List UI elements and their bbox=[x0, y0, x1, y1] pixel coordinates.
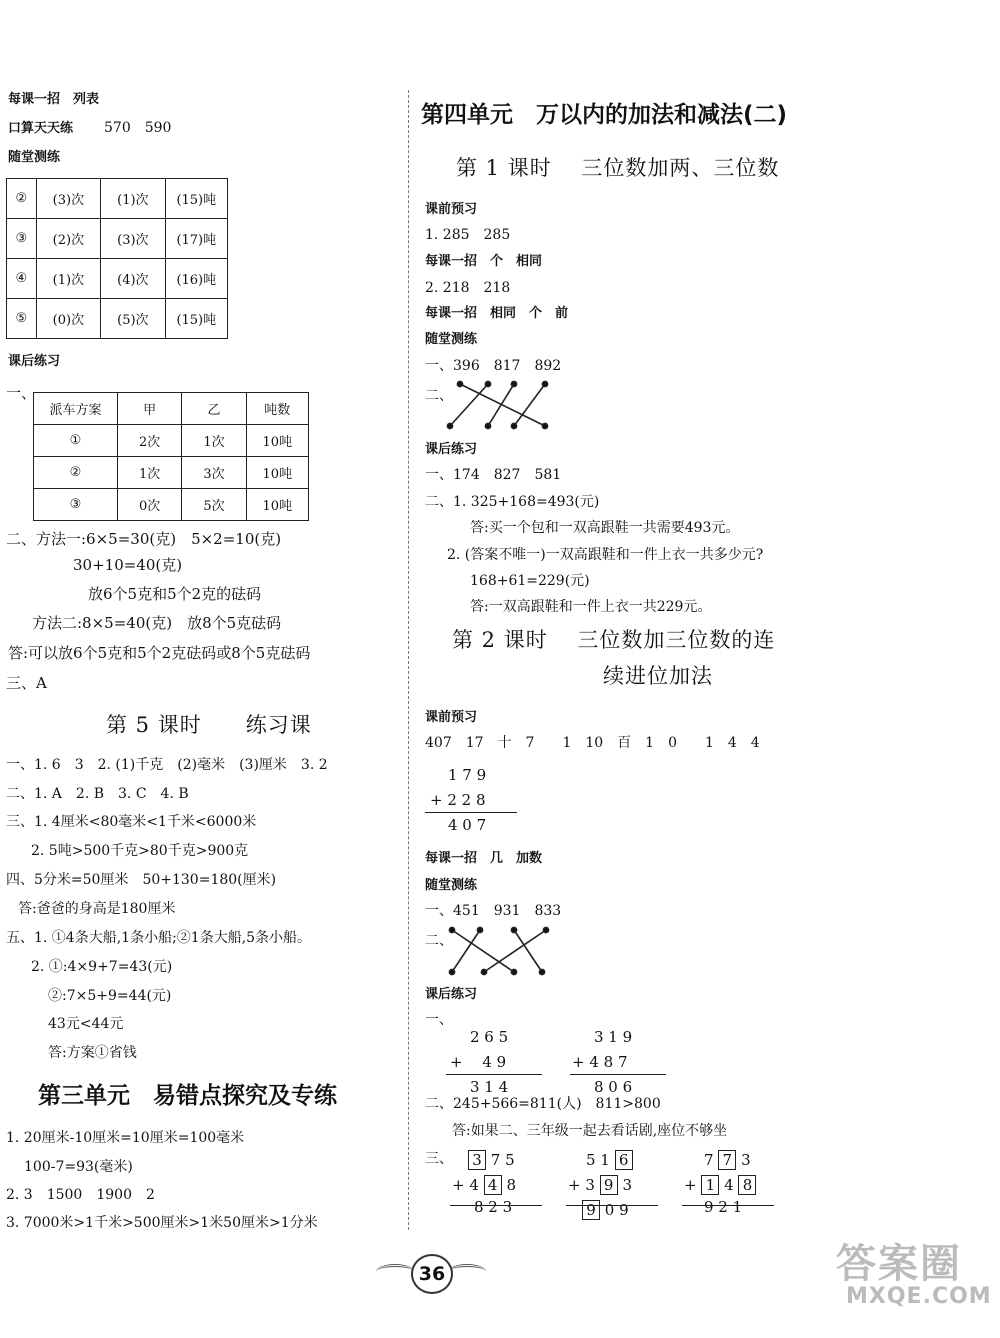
oral-practice-answer: 570 590 bbox=[104, 120, 172, 136]
addend: + 2 2 8 bbox=[430, 791, 486, 809]
answer-line: 二、1. A 2. B 3. C 4. B bbox=[6, 786, 189, 802]
answer-line: 2. 3 1500 1900 2 bbox=[6, 1187, 155, 1203]
table-row bbox=[34, 393, 309, 425]
addend: + 4 8 7 bbox=[572, 1053, 628, 1071]
sum: 4 0 7 bbox=[448, 816, 487, 834]
after-class-heading: 课后练习 bbox=[8, 354, 61, 369]
answer-line: 答:买一个包和一双高跟鞋一共需要493元。 bbox=[470, 520, 740, 536]
table-row bbox=[7, 299, 228, 339]
table-cell: 10吨 bbox=[246, 489, 308, 521]
sum: 9 2 1 bbox=[704, 1198, 743, 1216]
q-two-label: 二、 bbox=[425, 933, 453, 949]
table-2 bbox=[33, 392, 309, 521]
filled-box: 7 bbox=[718, 1150, 736, 1170]
table-cell: 1次 bbox=[118, 457, 182, 489]
plus-sign: + bbox=[684, 1176, 697, 1194]
table-cell: ⑤ bbox=[7, 299, 37, 339]
table-cell: (16)吨 bbox=[165, 259, 227, 299]
answer-line: 100-7=93(毫米) bbox=[24, 1159, 133, 1175]
table-1 bbox=[6, 178, 228, 339]
sum-line bbox=[566, 1205, 658, 1206]
table-cell: (1)次 bbox=[101, 179, 165, 219]
preview-heading: 课前预习 bbox=[425, 710, 478, 725]
answer-line: 407 17 十 7 1 10 百 1 0 1 4 4 bbox=[425, 735, 760, 751]
watermark-top: 答案圈 bbox=[836, 1241, 962, 1287]
answer-line: 三、1. 4厘米<80毫米<1千米<6000米 bbox=[6, 814, 257, 830]
lesson-5-title: 第 5 课时 练习课 bbox=[106, 713, 312, 737]
table-cell: 吨数 bbox=[246, 393, 308, 425]
answer-line: 1. 285 285 bbox=[425, 227, 511, 243]
table-cell: (5)次 bbox=[101, 299, 165, 339]
vertical-sum-1 bbox=[430, 768, 520, 843]
addend: 3 1 9 bbox=[594, 1028, 633, 1046]
table-row bbox=[34, 425, 309, 457]
after-class-heading: 课后练习 bbox=[425, 442, 478, 457]
answer-line: 答:如果二、三年级一起去看话剧,座位不够坐 bbox=[452, 1123, 728, 1139]
table-cell: 1次 bbox=[182, 425, 246, 457]
digits: 4 bbox=[724, 1176, 734, 1194]
q-one-label: 一、 bbox=[425, 1012, 453, 1028]
answer-line: 一、451 931 833 bbox=[425, 903, 562, 919]
table-cell: ③ bbox=[34, 489, 118, 521]
column-divider bbox=[408, 90, 409, 1230]
sum-line bbox=[570, 1074, 666, 1075]
answer-line: 43元<44元 bbox=[48, 1016, 124, 1032]
preview-heading: 课前预习 bbox=[425, 202, 478, 217]
digits: + 4 bbox=[452, 1176, 479, 1194]
answer-line: 答:爸爸的身高是180厘米 bbox=[18, 901, 176, 917]
sum-line bbox=[446, 1074, 542, 1075]
table-cell: ② bbox=[34, 457, 118, 489]
tip-line: 每课一招 相同 个 前 bbox=[425, 306, 569, 321]
table-cell: (1)次 bbox=[36, 259, 100, 299]
filled-box: 9 bbox=[582, 1200, 600, 1220]
addend: 1 7 9 bbox=[448, 766, 487, 784]
q-one-label: 一、 bbox=[6, 384, 37, 402]
answer-line: 30+10=40(克) bbox=[73, 556, 183, 574]
lesson-2-title: 第 2 课时 三位数加三位数的连 bbox=[452, 628, 776, 652]
table-row bbox=[7, 179, 228, 219]
after-class-heading: 课后练习 bbox=[425, 987, 478, 1002]
box-sum-1 bbox=[452, 1150, 552, 1225]
answer-line: 一、1. 6 3 2. (1)千克 (2)毫米 (3)厘米 3. 2 bbox=[6, 757, 328, 773]
table-cell: (3)次 bbox=[36, 179, 100, 219]
filled-box: 3 bbox=[468, 1150, 486, 1170]
table-cell: (0)次 bbox=[36, 299, 100, 339]
sum-line bbox=[425, 812, 517, 813]
unit-4-title: 第四单元 万以内的加法和减法(二) bbox=[421, 102, 788, 128]
answer-line: 2. 218 218 bbox=[425, 280, 511, 296]
class-test-heading: 随堂测练 bbox=[425, 878, 478, 893]
answer-line: 一、174 827 581 bbox=[425, 467, 562, 483]
box-sum-3 bbox=[684, 1150, 784, 1225]
digits: 3 bbox=[741, 1151, 751, 1169]
answer-line: 五、1. ①4条大船,1条小船;②1条大船,5条小船。 bbox=[6, 930, 312, 946]
tip-line: 每课一招 几 加数 bbox=[425, 851, 543, 866]
tip-line: 每课一招 列表 bbox=[8, 92, 100, 107]
watermark bbox=[830, 1232, 990, 1322]
filled-box: 1 bbox=[701, 1175, 719, 1195]
filled-box: 8 bbox=[738, 1175, 756, 1195]
answer-line: 二、方法一:6×5=30(克) 5×2=10(克) bbox=[6, 530, 282, 548]
table-cell: 10吨 bbox=[246, 457, 308, 489]
digits: 7 5 bbox=[490, 1151, 515, 1169]
table-cell: 5次 bbox=[182, 489, 246, 521]
table-cell: ③ bbox=[7, 219, 37, 259]
answer-line: 1. 20厘米-10厘米=10厘米=100毫米 bbox=[6, 1130, 245, 1146]
lesson-1-title: 第 1 课时 三位数加两、三位数 bbox=[456, 156, 780, 180]
digits: 8 bbox=[506, 1176, 516, 1194]
answer-line: 2. ①:4×9+7=43(元) bbox=[31, 959, 173, 975]
answer-line: 168+61=229(元) bbox=[470, 573, 590, 589]
table-cell: (15)吨 bbox=[165, 179, 227, 219]
page-number: 36 bbox=[411, 1254, 453, 1294]
matching-lines-1 bbox=[440, 378, 560, 434]
unit-3-title: 第三单元 易错点探究及专练 bbox=[38, 1083, 337, 1109]
answer-line: 一、396 817 892 bbox=[425, 358, 562, 374]
oral-practice-label: 口算天天练 bbox=[8, 121, 74, 136]
sum: 3 1 4 bbox=[470, 1078, 509, 1096]
table-row bbox=[34, 489, 309, 521]
table-cell: ② bbox=[7, 179, 37, 219]
table-cell: 10吨 bbox=[246, 425, 308, 457]
sum-line bbox=[450, 1205, 542, 1206]
filled-box: 6 bbox=[615, 1150, 633, 1170]
table-row bbox=[34, 457, 309, 489]
ornament-left-icon bbox=[376, 1264, 414, 1279]
table-cell: 乙 bbox=[182, 393, 246, 425]
digits: 0 9 bbox=[604, 1201, 629, 1219]
addend: + 4 9 bbox=[450, 1053, 507, 1071]
matching-lines-2 bbox=[440, 924, 560, 980]
table-cell: ① bbox=[34, 425, 118, 457]
table-cell: ④ bbox=[7, 259, 37, 299]
table-row bbox=[7, 219, 228, 259]
q-three-label: 三、 bbox=[425, 1151, 453, 1167]
vertical-sum-2 bbox=[450, 1030, 550, 1105]
answer-line: 方法二:8×5=40(克) 放8个5克砝码 bbox=[32, 614, 282, 632]
addend: 2 6 5 bbox=[470, 1028, 509, 1046]
table-cell: (15)吨 bbox=[165, 299, 227, 339]
answer-line: 二、245+566=811(人) 811>800 bbox=[425, 1096, 661, 1112]
table-cell: 派车方案 bbox=[34, 393, 118, 425]
table-cell: 0次 bbox=[118, 489, 182, 521]
answer-line: 四、5分米=50厘米 50+130=180(厘米) bbox=[6, 872, 277, 888]
digits: + 3 bbox=[568, 1176, 595, 1194]
answer-line: 2. 5吨>500千克>80千克>900克 bbox=[31, 843, 249, 859]
class-test-heading: 随堂测练 bbox=[8, 150, 61, 165]
answer-line: 三、A bbox=[6, 674, 47, 692]
answer-line: 答:一双高跟鞋和一件上衣一共229元。 bbox=[470, 599, 712, 615]
answer-line: ②:7×5+9=44(元) bbox=[48, 988, 172, 1004]
lesson-2-title-cont: 续进位加法 bbox=[603, 664, 713, 688]
class-test-heading: 随堂测练 bbox=[425, 332, 478, 347]
sum: 8 0 6 bbox=[594, 1078, 633, 1096]
box-sum-2 bbox=[568, 1150, 668, 1225]
answer-line: 答:可以放6个5克和5个2克砝码或8个5克砝码 bbox=[8, 644, 311, 662]
table-cell: 2次 bbox=[118, 425, 182, 457]
sum-line bbox=[682, 1205, 774, 1206]
digits: 3 bbox=[622, 1176, 632, 1194]
table-cell: 3次 bbox=[182, 457, 246, 489]
digits: 5 1 bbox=[586, 1151, 610, 1169]
page-number-badge bbox=[376, 1250, 486, 1294]
ornament-right-icon bbox=[448, 1264, 486, 1279]
filled-box: 4 bbox=[484, 1175, 502, 1195]
table-cell: (3)次 bbox=[101, 219, 165, 259]
watermark-bottom: MXQE.COM bbox=[846, 1284, 992, 1309]
answer-line: 答:方案①省钱 bbox=[48, 1045, 137, 1061]
answer-line: 3. 7000米>1千米>500厘米>1米50厘米>1分米 bbox=[6, 1215, 318, 1231]
table-cell: (2)次 bbox=[36, 219, 100, 259]
q-two-label: 二、 bbox=[425, 388, 453, 404]
filled-box: 9 bbox=[600, 1175, 618, 1195]
digits: 7 bbox=[704, 1151, 714, 1169]
vertical-sum-3 bbox=[572, 1030, 672, 1105]
table-cell: 甲 bbox=[118, 393, 182, 425]
answer-line: 放6个5克和5个2克的砝码 bbox=[88, 585, 262, 603]
table-cell: (17)吨 bbox=[165, 219, 227, 259]
table-row bbox=[7, 259, 228, 299]
sum: 8 2 3 bbox=[474, 1198, 513, 1216]
table-cell: (4)次 bbox=[101, 259, 165, 299]
answer-line: 二、1. 325+168=493(元) bbox=[425, 494, 600, 510]
answer-line: 2. (答案不唯一)一双高跟鞋和一件上衣一共多少元? bbox=[447, 547, 764, 563]
tip-line: 每课一招 个 相同 bbox=[425, 254, 543, 269]
